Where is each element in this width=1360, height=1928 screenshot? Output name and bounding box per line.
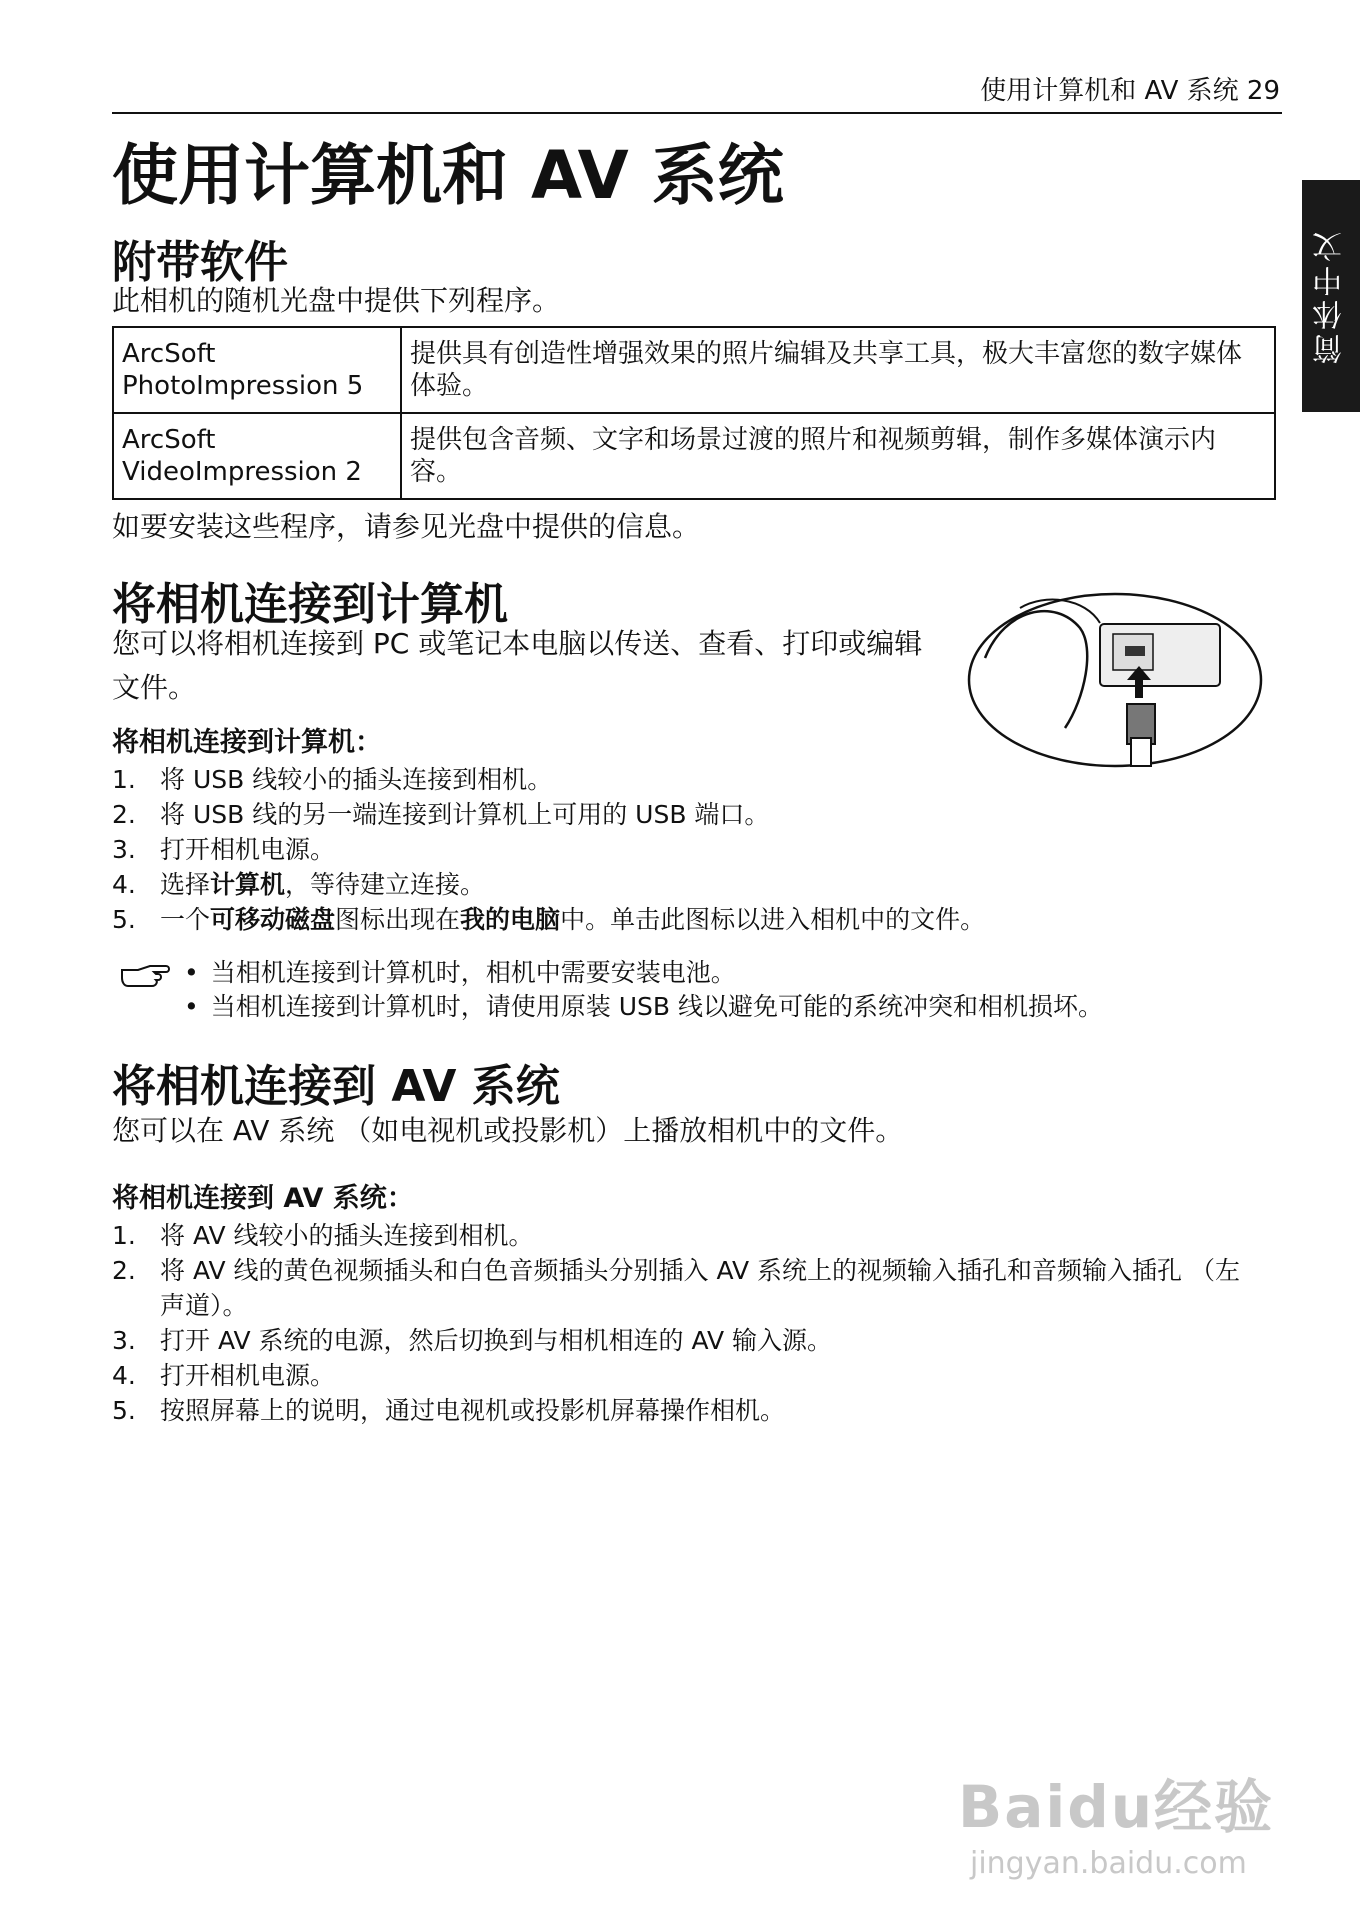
- step-number: 1.: [112, 765, 136, 794]
- list-item: [112, 832, 1262, 867]
- step-number: 5.: [112, 905, 136, 934]
- watermark-url: jingyan.baidu.com: [970, 1846, 1247, 1881]
- software-name: ArcSoft VideoImpression 2: [113, 413, 401, 499]
- software-desc: 提供具有创造性增强效果的照片编辑及共享工具，极大丰富您的数字媒体体验。: [401, 327, 1275, 413]
- language-tab: [1302, 180, 1360, 412]
- table-row: [113, 327, 1275, 413]
- step-number: 5.: [112, 1396, 136, 1425]
- list-item: [112, 1218, 1262, 1253]
- usb-connection-illustration: [965, 588, 1265, 770]
- av-subheading: 将相机连接到 AV 系统：: [112, 1183, 414, 1214]
- software-intro: 此相机的随机光盘中提供下列程序。: [112, 284, 561, 317]
- step-number: 3.: [112, 835, 136, 864]
- page-title: 使用计算机和 AV 系统: [112, 137, 784, 214]
- pc-subheading: 将相机连接到计算机：: [112, 727, 382, 758]
- step-text: 选择计算机，等待建立连接。: [160, 870, 486, 899]
- step-number: 4.: [112, 1361, 136, 1390]
- note-box: [120, 956, 1280, 1024]
- running-header: 使用计算机和 AV 系统 29: [980, 76, 1280, 106]
- step-text: 按照屏幕上的说明，通过电视机或投影机屏幕操作相机。: [160, 1396, 786, 1425]
- table-row: [113, 413, 1275, 499]
- software-heading: 附带软件: [112, 237, 288, 288]
- step-number: 1.: [112, 1221, 136, 1250]
- list-item: [112, 1253, 1262, 1323]
- step-text: 打开相机电源。: [160, 1361, 336, 1390]
- list-item: [112, 1358, 1262, 1393]
- step-text: 打开相机电源。: [160, 835, 336, 864]
- step-number: 2.: [112, 1256, 136, 1285]
- step-number: 4.: [112, 870, 136, 899]
- language-tab-label: 简体中文: [1313, 228, 1348, 364]
- step-text: 打开 AV 系统的电源，然后切换到与相机相连的 AV 输入源。: [160, 1326, 832, 1355]
- pc-steps: [112, 762, 1262, 937]
- step-text: 将 USB 线较小的插头连接到相机。: [160, 765, 553, 794]
- list-item: [112, 902, 1262, 937]
- software-footer: 如要安装这些程序，请参见光盘中提供的信息。: [112, 510, 701, 543]
- av-steps: [112, 1218, 1262, 1428]
- step-number: 2.: [112, 800, 136, 829]
- step-text: 将 AV 线较小的插头连接到相机。: [160, 1221, 534, 1250]
- list-item: [112, 797, 1262, 832]
- pc-intro: 您可以将相机连接到 PC 或笔记本电脑以传送、查看、打印或编辑文件。: [112, 627, 923, 704]
- step-text: 一个可移动磁盘图标出现在我的电脑中。单击此图标以进入相机中的文件。: [160, 905, 986, 934]
- software-desc: 提供包含音频、文字和场景过渡的照片和视频剪辑，制作多媒体演示内容。: [401, 413, 1275, 499]
- step-text: 将 AV 线的黄色视频插头和白色音频插头分别插入 AV 系统上的视频输入插孔和音频输入插孔 （左声道）。: [160, 1256, 1240, 1320]
- software-table: [112, 326, 1276, 500]
- list-item: [112, 762, 1262, 797]
- pointing-hand-icon: [120, 960, 172, 990]
- list-item: [112, 1323, 1262, 1358]
- note-item: • 当相机连接到计算机时，相机中需要安装电池。: [184, 956, 1280, 990]
- baidu-watermark: [958, 1760, 1278, 1900]
- list-item: [112, 867, 1262, 902]
- header-rule: [112, 112, 1282, 114]
- software-name: ArcSoft PhotoImpression 5: [113, 327, 401, 413]
- av-heading: 将相机连接到 AV 系统: [112, 1061, 560, 1112]
- step-number: 3.: [112, 1326, 136, 1355]
- step-text: 将 USB 线的另一端连接到计算机上可用的 USB 端口。: [160, 800, 770, 829]
- watermark-logo: Baidu经验: [958, 1773, 1275, 1841]
- list-item: [112, 1393, 1262, 1428]
- av-intro: 您可以在 AV 系统 （如电视机或投影机）上播放相机中的文件。: [112, 1114, 904, 1147]
- pc-heading: 将相机连接到计算机: [112, 579, 508, 630]
- note-item: • 当相机连接到计算机时，请使用原装 USB 线以避免可能的系统冲突和相机损坏。: [184, 990, 1280, 1024]
